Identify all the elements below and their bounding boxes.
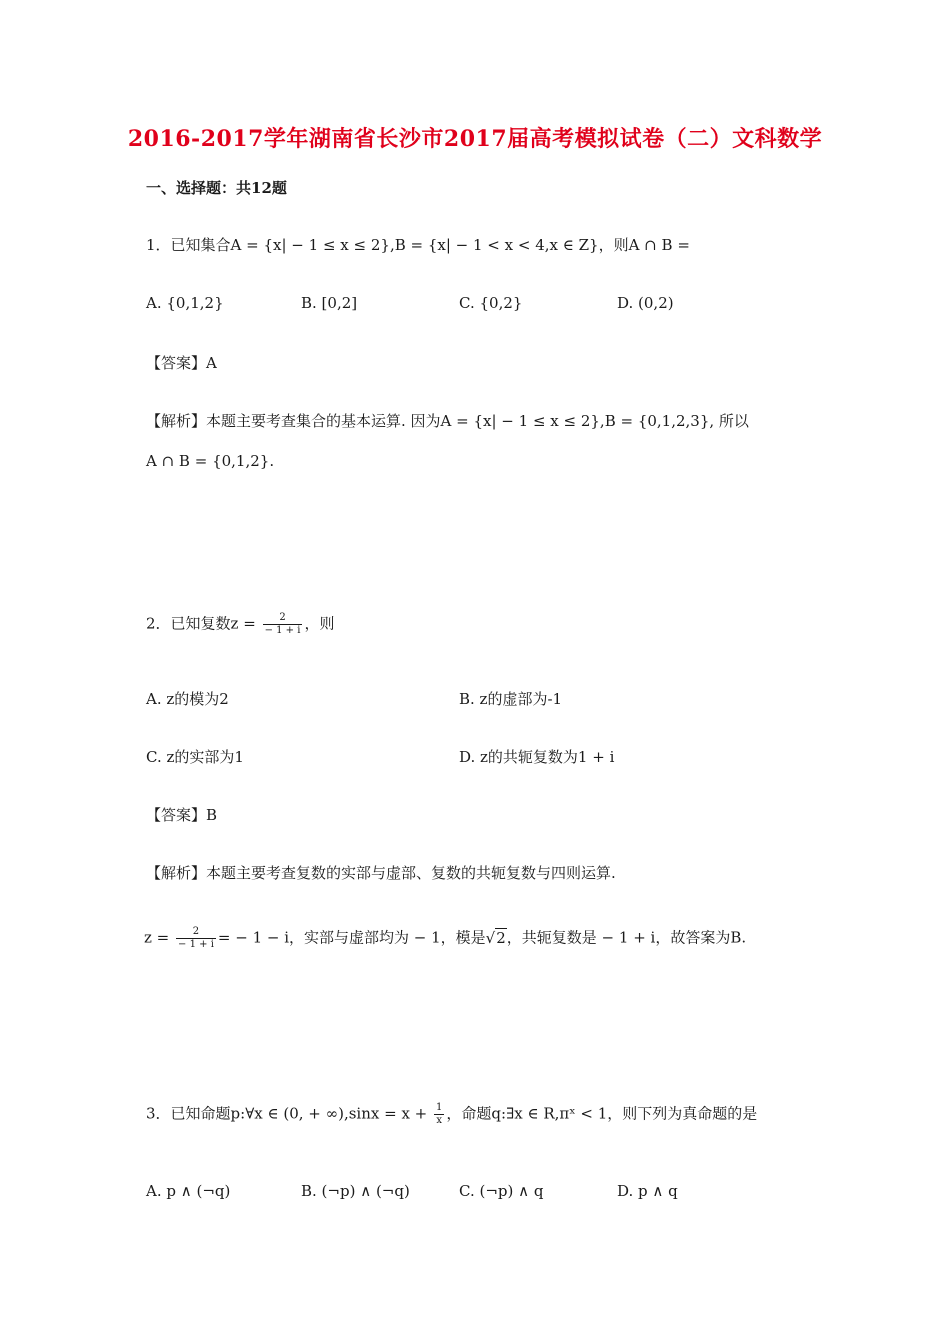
question-2-option-a: A. z的模为2 <box>146 690 229 708</box>
question-3-option-c: C. (¬p) ∧ q <box>459 1182 544 1200</box>
sqrt-radicand: 2 <box>496 928 506 947</box>
question-1-option-b: B. [0,2] <box>301 294 358 312</box>
question-3-stem-prefix: 3．已知命题p:∀x ∈ (0, + ∞),sinx = x + <box>146 1104 428 1123</box>
fraction-numerator: 1 <box>436 1102 443 1113</box>
analysis-suffix: ，共轭复数是 − 1 + i，故答案为B. <box>506 928 747 947</box>
question-3-option-b: B. (¬p) ∧ (¬q) <box>301 1182 410 1200</box>
sqrt-symbol: √2 <box>485 928 506 947</box>
question-2-analysis-line-1: 【解析】本题主要考查复数的实部与虚部、复数的共轭复数与四则运算. <box>146 864 616 882</box>
fraction-denominator: − 1 + i <box>264 625 301 636</box>
question-1-analysis-line-1: 【解析】本题主要考查集合的基本运算. 因为A = {x| − 1 ≤ x ≤ 2},B = {0,1,2,3}, 所以 <box>146 412 749 430</box>
question-3-stem-suffix: ，命题q:∃x ∈ R,πˣ < 1，则下列为真命题的是 <box>446 1104 758 1123</box>
question-2-stem-prefix: 2．已知复数z = <box>146 614 256 633</box>
section-heading: 一、选择题：共12题 <box>146 179 287 197</box>
question-2-option-d: D. z的共轭复数为1 + i <box>459 748 615 766</box>
document-title: 2016-2017学年湖南省长沙市2017届高考模拟试卷（二）文科数学 <box>127 126 823 152</box>
question-1-analysis-line-2: A ∩ B = {0,1,2}. <box>146 452 275 470</box>
question-2-answer: 【答案】B <box>146 806 218 824</box>
question-2-option-b: B. z的虚部为-1 <box>459 690 563 708</box>
question-2-fraction <box>263 612 303 637</box>
analysis-middle: = − 1 − i，实部与虚部均为 − 1，模是 <box>217 928 486 947</box>
question-3-option-d: D. p ∧ q <box>617 1182 678 1200</box>
question-1-option-a: A. {0,1,2} <box>146 294 224 312</box>
fraction-numerator: 2 <box>263 612 303 625</box>
question-1-option-d: D. (0,2) <box>617 294 674 312</box>
analysis-fraction <box>176 926 216 951</box>
question-1-stem: 1．已知集合A = {x| − 1 ≤ x ≤ 2},B = {x| − 1 < x < 4,x ∈ Z}，则A ∩ B = <box>146 236 690 254</box>
fraction-denominator: x <box>436 1115 443 1126</box>
question-2-option-c: C. z的实部为1 <box>146 748 244 766</box>
question-1-answer: 【答案】A <box>146 354 217 372</box>
question-3-option-a: A. p ∧ (¬q) <box>146 1182 231 1200</box>
question-3-fraction <box>434 1102 444 1127</box>
question-2-analysis-line-2 <box>144 926 746 951</box>
question-2-stem-suffix: ，则 <box>304 614 335 633</box>
question-1-option-c: C. {0,2} <box>459 294 523 312</box>
question-3-stem <box>146 1102 757 1127</box>
question-2-stem <box>146 612 334 637</box>
analysis-prefix: z = <box>144 928 170 947</box>
fraction-numerator: 2 <box>176 926 216 939</box>
fraction-denominator: − 1 + i <box>178 939 214 950</box>
